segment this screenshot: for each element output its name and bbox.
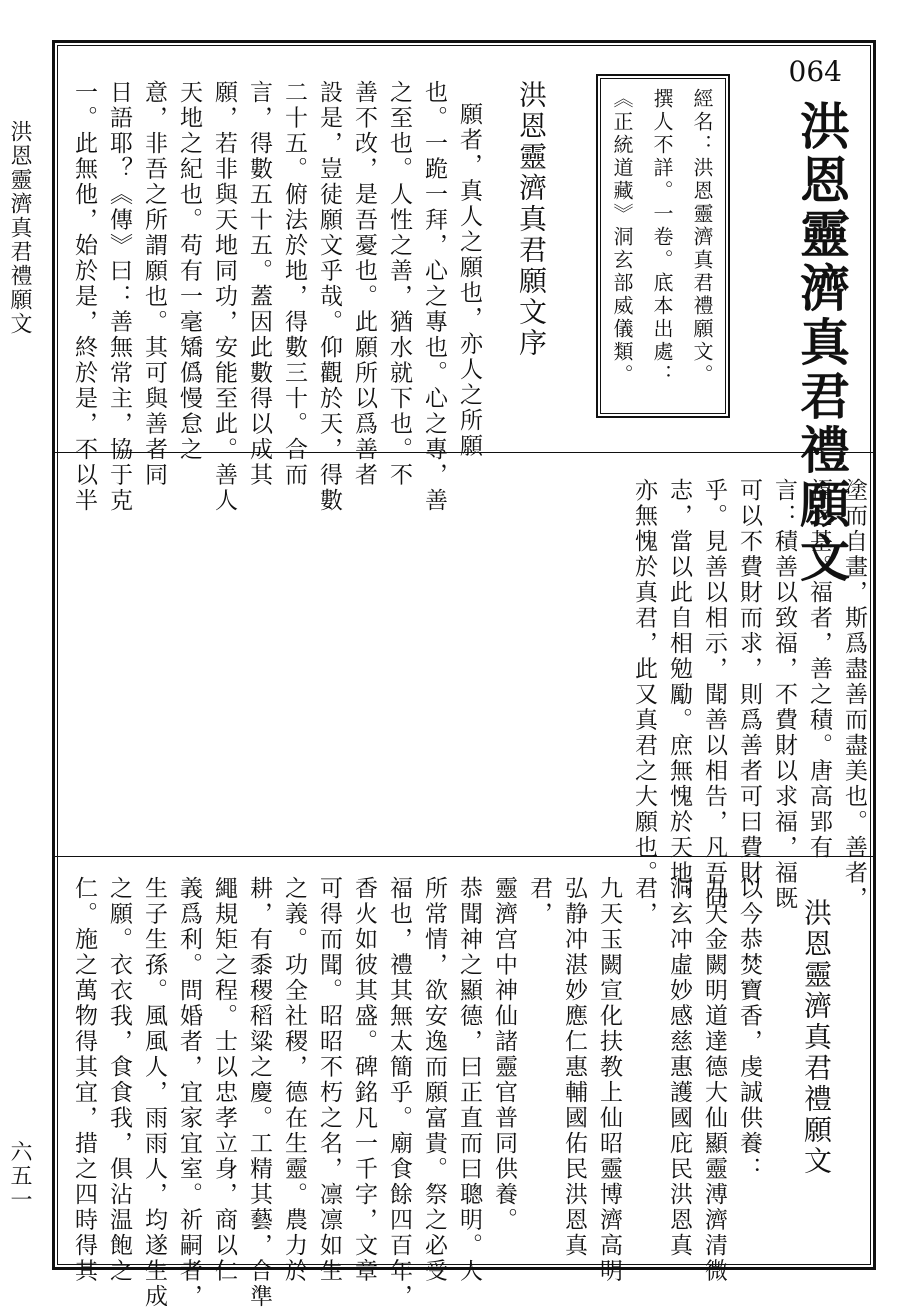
info-line: 撰人不詳。一卷。底本出處：	[650, 88, 674, 387]
ritual-line: 仁。施之萬物得其宜，措之四時得其	[71, 876, 97, 1284]
preface-title: 洪恩靈濟真君願文序	[515, 80, 548, 359]
info-line: 經名：洪恩靈濟真君禮願文。	[690, 88, 714, 387]
ritual-line: 洞玄冲虛妙感慈惠護國庇民洪恩真	[666, 876, 692, 1259]
preface-continued-line: 志，當以此自相勉勵。庶無愧於天地，	[666, 478, 692, 912]
entry-number: 064	[788, 55, 842, 88]
ritual-line: 可得而聞。昭昭不朽之名，凛凛如生	[316, 876, 342, 1284]
ritual-line: 繩規矩之程。士以忠孝立身，商以仁	[211, 876, 237, 1284]
ritual-line: 耕，有黍稷稻粱之慶。工精其藝，合準	[246, 876, 272, 1310]
preface-line: 也。一跪一拜，心之專也。心之專，善	[421, 80, 447, 514]
main-title: 洪恩靈濟真君禮願文	[792, 100, 851, 586]
ritual-line: 九天金闕明道達德大仙顯靈溥濟清微	[701, 876, 727, 1284]
ritual-line: 所常情，欲安逸而願富貴。祭之必受	[421, 876, 447, 1284]
page-number: 六五一	[7, 1140, 32, 1212]
preface-line: 善不改，是吾憂也。此願所以爲善者	[351, 80, 377, 488]
preface-continued-line: 言：積善以致福，不費財以求福，福既	[771, 478, 797, 912]
preface-line: 願者，真人之願也，亦人之所願	[456, 102, 482, 459]
ritual-line: 君，	[631, 876, 657, 927]
preface-continued-line: 可以不費財而求，則爲善者可曰費財	[736, 478, 762, 886]
ritual-line: 靈濟宫中神仙諸靈官普同供養。	[491, 876, 517, 1233]
preface-continued-line: 亦無愧於真君，此又真君之大願也。	[631, 478, 657, 886]
info-line: 《正統道藏》洞玄部威儀類。	[610, 88, 634, 387]
preface-line: 二十五。俯法於地，得數三十。合而	[281, 80, 307, 488]
preface-line: 日語耶？《傳》曰：善無常主，協于克	[106, 80, 132, 514]
ritual-line: 弘静冲湛妙應仁惠輔國佑民洪恩真	[561, 876, 587, 1259]
preface-continued-line: 乎。見善以相示，聞善以相告，凡吾同	[701, 478, 727, 912]
ritual-line: 生子生孫。風風人，雨雨人，均遂生成	[141, 876, 167, 1310]
ritual-title: 洪恩靈濟真君禮願文	[800, 898, 833, 1177]
ritual-line: 恭聞神之顯德，曰正直而曰聰明。人	[456, 876, 482, 1284]
preface-line: 意，非吾之所謂願也。其可與善者同	[141, 80, 167, 488]
preface-line: 天地之紀也。苟有一毫矯僞慢怠之	[176, 80, 202, 463]
running-head: 洪恩靈濟真君禮願文	[7, 120, 32, 336]
ritual-line: 義爲利。問婚者，宜家宜室。祈嗣者，	[176, 876, 202, 1310]
preface-line: 之至也。人性之善，猶水就下也。不	[386, 80, 412, 488]
ritual-line: 君，	[526, 876, 552, 927]
preface-line: 願，若非與天地同功，安能至此。善人	[211, 80, 237, 514]
ritual-line: 九天玉闕宣化扶教上仙昭靈博濟高明	[596, 876, 622, 1284]
preface-continued-line: 福之基。福者，善之積。唐高郢有	[806, 478, 832, 861]
ritual-line: 之願。衣衣我，食食我，俱沾温飽之	[106, 876, 132, 1284]
preface-continued-line: 塗而自畫，斯爲盡善而盡美也。善者，	[841, 478, 867, 912]
ritual-line: 以今恭焚寶香，虔誠供養：	[736, 876, 762, 1182]
ritual-line: 福也，禮其無太簡乎。廟食餘四百年，	[386, 876, 412, 1310]
preface-line: 設是，豈徒願文乎哉。仰觀於天，得數	[316, 80, 342, 514]
ritual-line: 香火如彼其盛。碑銘凡一千字，文章	[351, 876, 377, 1284]
preface-line: 言，得數五十五。蓋因此數得以成其	[246, 80, 272, 488]
preface-line: 一。此無他，始於是，終於是，不以半	[71, 80, 97, 514]
ritual-line: 之義。功全社稷，德在生靈。農力於	[281, 876, 307, 1284]
